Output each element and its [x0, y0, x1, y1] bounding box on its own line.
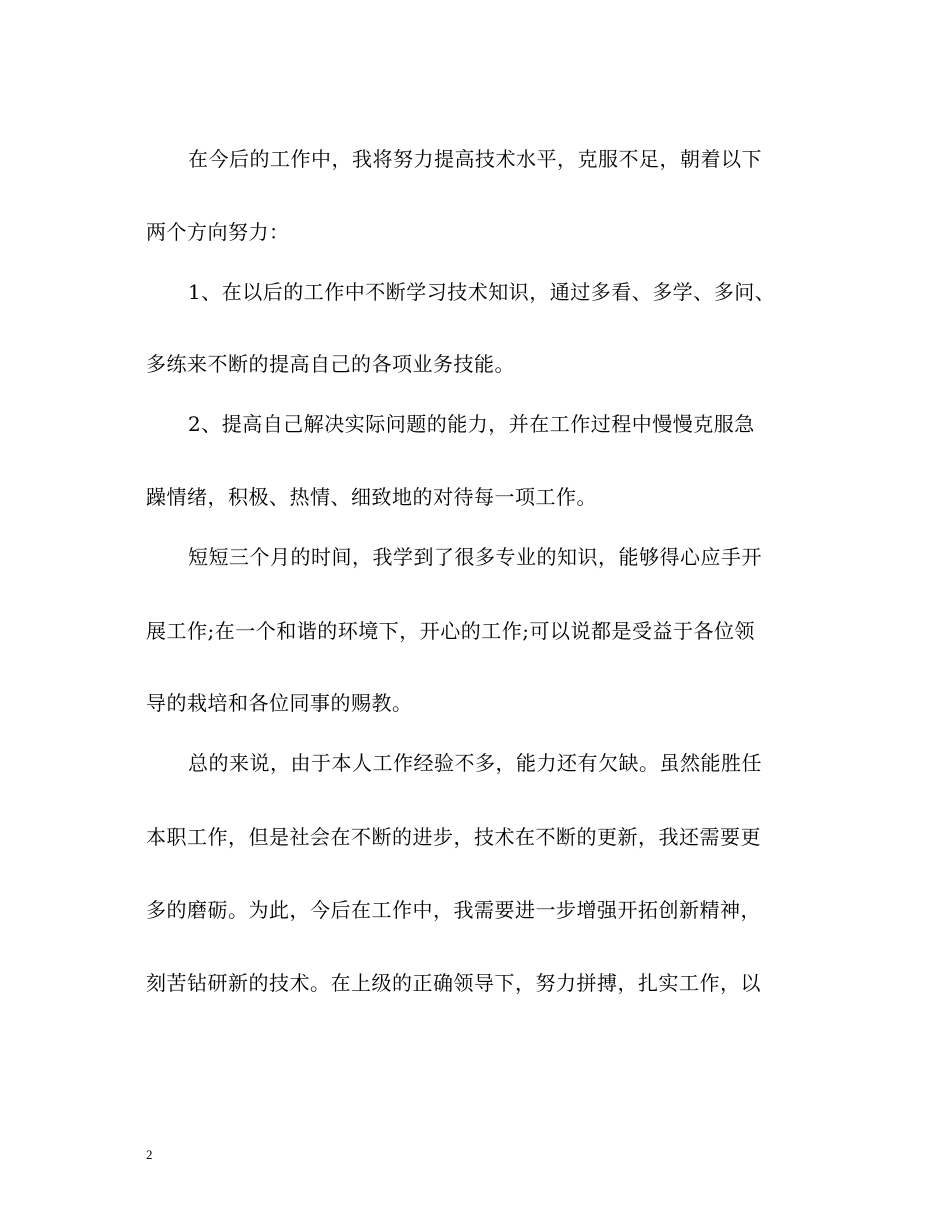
text-line: 刻苦钻研新的技术。在上级的正确领导下，努力拼搏，扎实工作，以: [146, 971, 761, 995]
text-line: 两个方向努力：: [146, 220, 290, 244]
text-line: 躁情绪，积极、热情、细致地的对待每一项工作。: [146, 485, 597, 509]
text-line: 导的栽培和各位同事的赐教。: [146, 691, 413, 715]
text-line: 总的来说，由于本人工作经验不多，能力还有欠缺。虽然能胜任: [188, 751, 762, 775]
text-line: 短短三个月的时间，我学到了很多专业的知识，能够得心应手开: [188, 545, 762, 569]
text-line: 展工作;在一个和谐的环境下，开心的工作;可以说都是受益于各位领: [146, 619, 755, 643]
text-line: 本职工作，但是社会在不断的进步，技术在不断的更新，我还需要更: [146, 825, 761, 849]
text-line: 在今后的工作中，我将努力提高技术水平，克服不足，朝着以下: [188, 147, 762, 171]
text-line: 1、在以后的工作中不断学习技术知识，通过多看、多学、多问、: [188, 280, 776, 304]
page-number: 2: [146, 1147, 153, 1162]
text-line: 多的磨砺。为此，今后在工作中，我需要进一步增强开拓创新精神，: [146, 898, 761, 922]
text-line: 2、提高自己解决实际问题的能力，并在工作过程中慢慢克服急: [188, 412, 755, 436]
text-line: 多练来不断的提高自己的各项业务技能。: [146, 352, 515, 376]
